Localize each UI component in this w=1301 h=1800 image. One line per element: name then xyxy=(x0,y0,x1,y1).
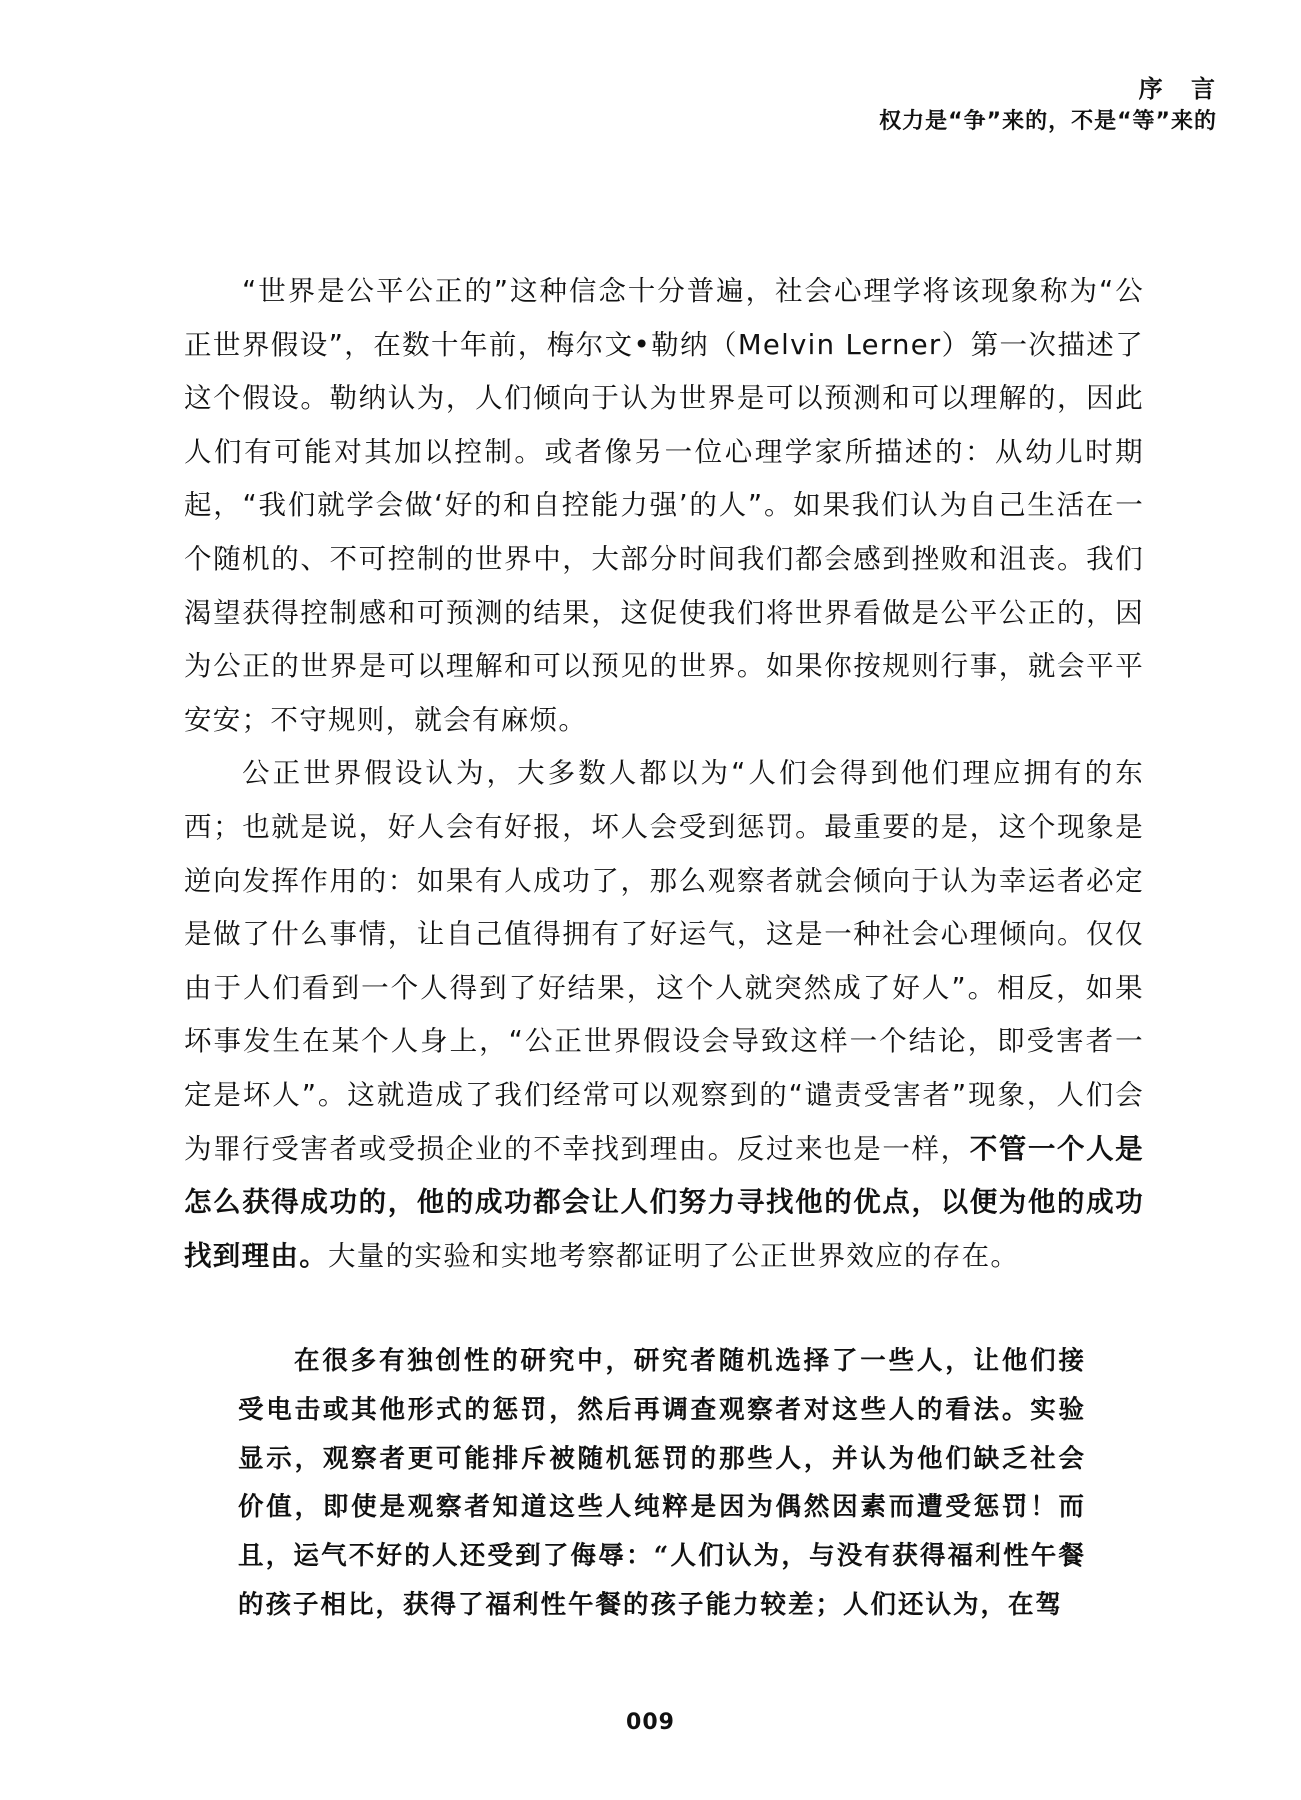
paragraph-2-bold-text: 不管一个人是怎么获得成功的，他的成功都会让人们努力寻找他的优点，以便为他的成功找到理由。 xyxy=(184,1132,1144,1272)
body-text xyxy=(184,265,1144,1283)
paragraph-2 xyxy=(184,747,1144,1283)
chapter-title: 权力是“争”来的，不是“等”来的 xyxy=(879,109,1217,134)
paragraph-2-text: 公正世界假设认为，大多数人都以为“人们会得到他们理应拥有的东西；也就是说，好人会有好报，坏人会受到惩罚。最重要的是，这个现象是逆向发挥作用的：如果有人成功了，那么观察者就会倾向于认为幸运者必定是做了什么事情，让自己值得拥有了好运气，这是一种社会心理倾向。仅仅由于人们看到一个人得到了好结果，这个人就突然成了好人”。相反，如果坏事发生在某个人身上，“公正世界假设会导致这样一个结论，即受害者一定是坏人”。这就造成了我们经常可以观察到的“谴责受害者”现象，人们会为罪行受害者或受损企业的不幸找到理由。反过来也是一样， xyxy=(184,757,1144,1165)
paragraph-1: “世界是公平公正的”这种信念十分普遍，社会心理学将该现象称为“公正世界假设”，在数十年前，梅尔文•勒纳（Melvin Lerner）第一次描述了这个假设。勒纳认为，人们倾向于认为世界是可以预测和可以理解的，因此人们有可能对其加以控制。或者像另一位心理学家所描述的：从幼儿时期起，“我们就学会做‘好的和自控能力强’的人”。如果我们认为自己生活在一个随机的、不可控制的世界中，大部分时间我们都会感到挫败和沮丧。我们渴望获得控制感和可预测的结果，这促使我们将世界看做是公平公正的，因为公正的世界是可以理解和可以预见的世界。如果你按规则行事，就会平平安安；不守规则，就会有麻烦。 xyxy=(184,275,1144,736)
quote-block xyxy=(238,1337,1086,1630)
quote-paragraph: 在很多有独创性的研究中，研究者随机选择了一些人，让他们接受电击或其他形式的惩罚，然后再调查观察者对这些人的看法。实验显示，观察者更可能排斥被随机惩罚的那些人，并认为他们缺乏社会价值，即使是观察者知道这些人纯粹是因为偶然因素而遭受惩罚！而且，运气不好的人还受到了侮辱：“人们认为，与没有获得福利性午餐的孩子相比，获得了福利性午餐的孩子能力较差；人们还认为，在驾 xyxy=(238,1346,1086,1620)
chapter-label: 序 言 xyxy=(1138,75,1225,103)
page-number: 009 xyxy=(626,1710,675,1735)
paragraph-2-text-end: 大量的实验和实地考察都证明了公正世界效应的存在。 xyxy=(328,1239,1020,1272)
running-head xyxy=(517,72,1225,138)
